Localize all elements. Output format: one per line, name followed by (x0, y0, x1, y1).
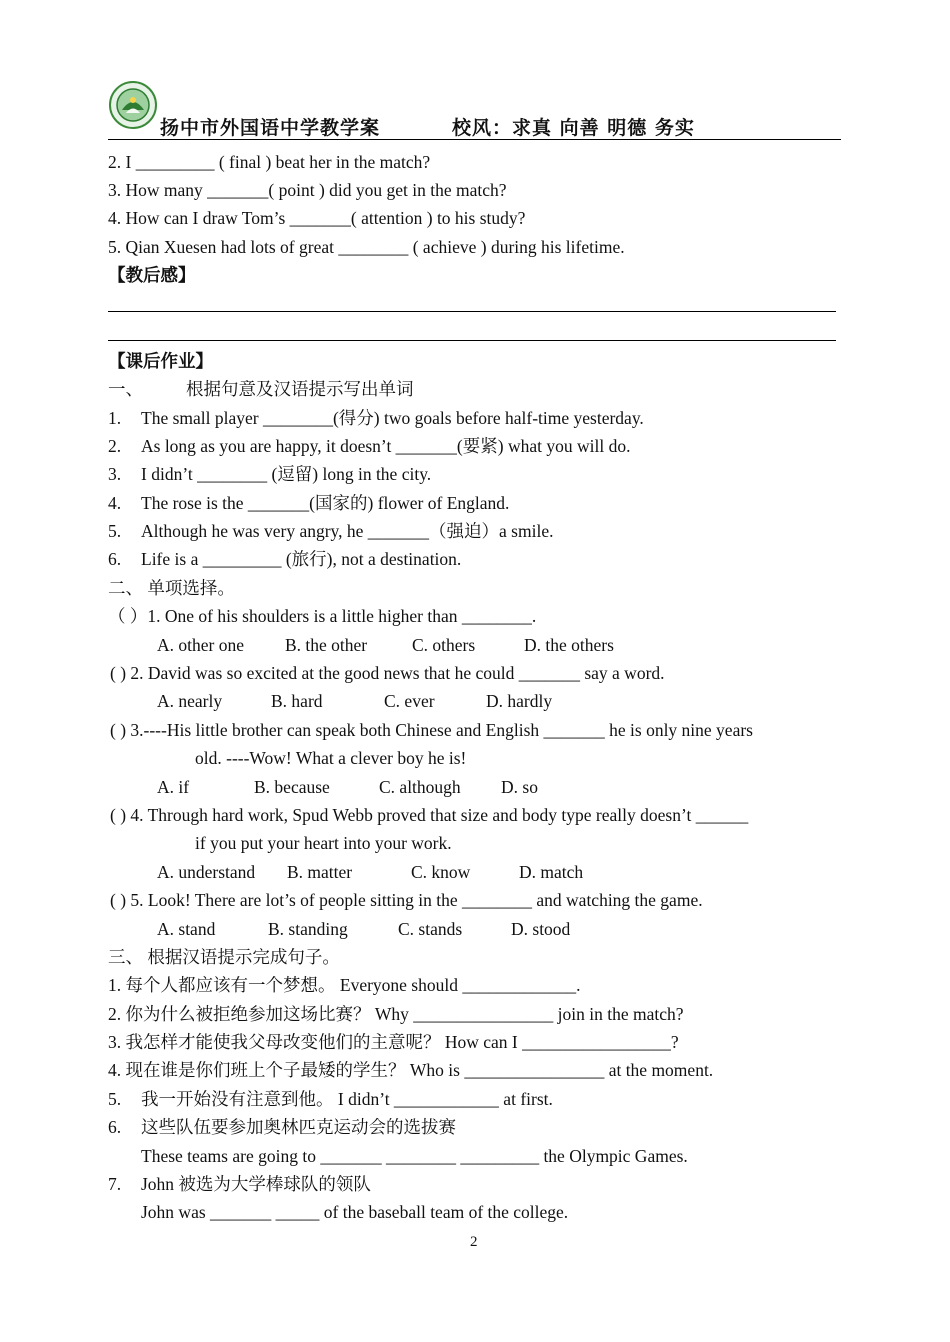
part1-item: 4. The rose is the _______(国家的) flower of England. (108, 493, 510, 513)
part1-item: 5. Although he was very angry, he _______（强迫）a smile. (108, 521, 554, 541)
reflection-title: 【教后感】 (108, 265, 196, 285)
mcq-stem: ( ) 2. David was so excited at the good news that he could _______ say a word. (110, 663, 665, 683)
reflection-line-1 (108, 311, 836, 312)
mcq-option: A. if (157, 777, 190, 797)
part3-item: John 被选为大学棒球队的领队 (141, 1174, 371, 1194)
mcq-option: D. match (519, 862, 584, 882)
part3-item-number: 7. (108, 1174, 122, 1194)
word-form-item-3: 3. How many _______( point ) did you get in the match? (108, 180, 507, 200)
part3-item-number: 6. (108, 1117, 122, 1137)
part3-item-number: 5. (108, 1089, 122, 1109)
school-logo-icon (108, 80, 158, 130)
part3-item: 1. 每个人都应该有一个梦想。 Everyone should _____________. (108, 975, 581, 995)
part1-item: 6. Life is a _________ (旅行), not a destination. (108, 549, 462, 569)
mcq-stem-continued: old. ----Wow! What a clever boy he is! (195, 748, 467, 768)
mcq-option: D. hardly (486, 691, 553, 711)
school-motto: 校风：求真 向善 明德 务实 (452, 117, 695, 139)
mcq-option: B. because (254, 777, 330, 797)
part3-item-continued: John was _______ _____ of the baseball team of the college. (141, 1202, 569, 1222)
mcq-stem: ( ) 3.----His little brother can speak both Chinese and English _______ he is only nine years (110, 720, 753, 740)
part3-item: 这些队伍要参加奥林匹克运动会的选拔赛 (141, 1117, 456, 1137)
mcq-option: B. standing (268, 919, 348, 939)
word-form-item-4: 4. How can I draw Tom’s _______( attention ) to his study? (108, 208, 526, 228)
mcq-stem: ( ) 4. Through hard work, Spud Webb proved that size and body type really doesn’t ______ (110, 805, 749, 825)
mcq-option: D. the others (524, 635, 614, 655)
word-form-item-5: 5. Qian Xuesen had lots of great ________ ( achieve ) during his lifetime. (108, 237, 625, 257)
school-name: 扬中市外国语中学教学案 (160, 117, 381, 139)
mcq-option: A. nearly (157, 691, 223, 711)
mcq-option: C. ever (384, 691, 435, 711)
mcq-option: A. stand (157, 919, 216, 939)
part1-item: 3. I didn’t ________ (逗留) long in the city. (108, 464, 432, 484)
part1-heading-number: 一、 (108, 379, 143, 399)
mcq-option: D. stood (511, 919, 571, 939)
part1-heading: 根据句意及汉语提示写出单词 (186, 379, 414, 399)
mcq-option: A. understand (157, 862, 256, 882)
word-form-item-2: 2. I _________ ( final ) beat her in the match? (108, 152, 431, 172)
part3-item: 2. 你为什么被拒绝参加这场比赛？ Why ________________ join in the match? (108, 1004, 684, 1024)
part3-item: 3. 我怎样才能使我父母改变他们的主意呢？ How can I _________________? (108, 1032, 679, 1052)
mcq-option: B. matter (287, 862, 353, 882)
part3-heading: 三、 根据汉语提示完成句子。 (108, 947, 340, 967)
part1-item: 1. The small player ________(得分) two goals before half-time yesterday. (108, 408, 644, 428)
mcq-stem: ( ) 5. Look! There are lot’s of people sitting in the ________ and watching the game. (110, 890, 703, 910)
mcq-option: C. stands (398, 919, 463, 939)
mcq-stem: （ ）1. One of his shoulders is a little higher than ________. (108, 606, 537, 626)
mcq-stem-continued: if you put your heart into your work. (195, 833, 452, 853)
mcq-option: C. others (412, 635, 476, 655)
mcq-option: C. know (411, 862, 471, 882)
part2-heading: 二、 单项选择。 (108, 578, 235, 598)
page-number: 2 (470, 1234, 478, 1250)
mcq-option: B. hard (271, 691, 323, 711)
part3-item: 4. 现在谁是你们班上个子最矮的学生？ Who is ________________ at the moment. (108, 1060, 714, 1080)
part3-item-continued: These teams are going to _______ ________ _________ the Olympic Games. (141, 1146, 688, 1166)
reflection-line-2 (108, 340, 836, 341)
mcq-option: D. so (501, 777, 538, 797)
header-rule (108, 139, 841, 140)
homework-title: 【课后作业】 (108, 351, 213, 371)
mcq-option: C. although (379, 777, 461, 797)
mcq-option: B. the other (285, 635, 368, 655)
part1-item: 2. As long as you are happy, it doesn’t _______(要紧) what you will do. (108, 436, 631, 456)
mcq-option: A. other one (157, 635, 244, 655)
part3-item: 我一开始没有注意到他。 I didn’t ____________ at first. (141, 1089, 553, 1109)
